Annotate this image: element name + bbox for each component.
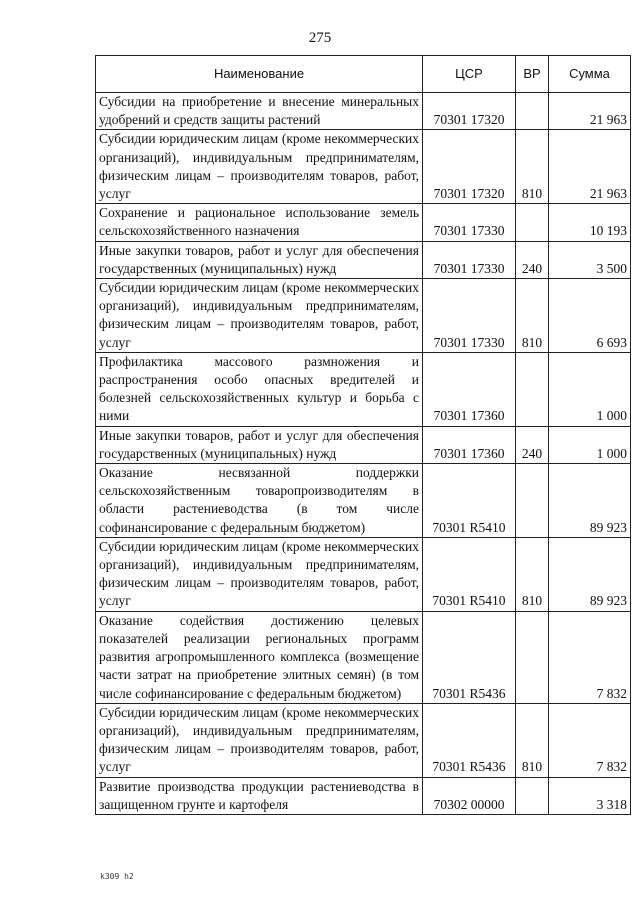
row-sum: 6 693	[549, 279, 631, 353]
row-name: Субсидии на приобретение и внесение минеральных удобрений и средств защиты растений	[96, 93, 423, 130]
row-sum: 3 318	[549, 777, 631, 814]
row-csr: 70301 17330	[423, 241, 516, 278]
table-row	[96, 204, 631, 241]
header-sum: Сумма	[549, 56, 631, 93]
row-name: Субсидии юридическим лицам (кроме некоммерческих организаций), индивидуальным предпринимателям, физическим лицам – производителям товаров, работ, услуг	[96, 537, 423, 611]
row-name: Развитие производства продукции растениеводства в защищенном грунте и картофеля	[96, 777, 423, 814]
row-vr	[516, 204, 549, 241]
row-vr: 810	[516, 130, 549, 204]
row-name: Сохранение и рациональное использование земель сельскохозяйственного назначения	[96, 204, 423, 241]
row-csr: 70301 R5436	[423, 611, 516, 703]
row-name: Оказание содействия достижению целевых показателей реализации региональных программ развития агропромышленного комплекса (возмещение части затрат на приобретение элитных семян) (в том числе софинансирование с федеральным бюджетом)	[96, 611, 423, 703]
row-name: Иные закупки товаров, работ и услуг для обеспечения государственных (муниципальных) нужд	[96, 241, 423, 278]
header-vr: ВР	[516, 56, 549, 93]
table-row	[96, 703, 631, 777]
row-csr: 70301 R5410	[423, 537, 516, 611]
row-name: Профилактика массового размножения и распространения особо опасных вредителей и болезней сельскохозяйственных культур и борьба с ними	[96, 352, 423, 426]
row-vr: 810	[516, 537, 549, 611]
row-sum: 21 963	[549, 130, 631, 204]
row-csr: 70302 00000	[423, 777, 516, 814]
row-name: Субсидии юридическим лицам (кроме некоммерческих организаций), индивидуальным предпринимателям, физическим лицам – производителям товаров, работ, услуг	[96, 279, 423, 353]
row-vr: 240	[516, 426, 549, 463]
table-row	[96, 464, 631, 538]
table-row	[96, 130, 631, 204]
table-row	[96, 241, 631, 278]
table-row	[96, 426, 631, 463]
row-sum: 7 832	[549, 703, 631, 777]
row-csr: 70301 R5410	[423, 464, 516, 538]
table-row	[96, 777, 631, 814]
row-csr: 70301 17320	[423, 93, 516, 130]
row-sum: 21 963	[549, 93, 631, 130]
row-sum: 89 923	[549, 537, 631, 611]
row-csr: 70301 17330	[423, 279, 516, 353]
table-row	[96, 352, 631, 426]
row-sum: 1 000	[549, 426, 631, 463]
row-csr: 70301 R5436	[423, 703, 516, 777]
table-row	[96, 279, 631, 353]
row-sum: 3 500	[549, 241, 631, 278]
row-name: Субсидии юридическим лицам (кроме некоммерческих организаций), индивидуальным предпринимателям, физическим лицам – производителям товаров, работ, услуг	[96, 130, 423, 204]
budget-table	[95, 55, 631, 815]
table-row	[96, 93, 631, 130]
row-sum: 89 923	[549, 464, 631, 538]
row-sum: 10 193	[549, 204, 631, 241]
row-name: Оказание несвязанной поддержки сельскохозяйственным товаропроизводителям в области растениеводства (в том числе софинансирование с федеральным бюджетом)	[96, 464, 423, 538]
row-vr: 240	[516, 241, 549, 278]
row-vr	[516, 777, 549, 814]
table-row	[96, 537, 631, 611]
row-sum: 1 000	[549, 352, 631, 426]
page-number: 275	[308, 30, 332, 46]
row-name: Иные закупки товаров, работ и услуг для обеспечения государственных (муниципальных) нужд	[96, 426, 423, 463]
row-vr: 810	[516, 279, 549, 353]
row-vr	[516, 93, 549, 130]
row-name: Субсидии юридическим лицам (кроме некоммерческих организаций), индивидуальным предпринимателям, физическим лицам – производителям товаров, работ, услуг	[96, 703, 423, 777]
header-name: Наименование	[96, 56, 423, 93]
row-sum: 7 832	[549, 611, 631, 703]
row-vr: 810	[516, 703, 549, 777]
table-header	[96, 56, 631, 93]
row-csr: 70301 17360	[423, 352, 516, 426]
row-csr: 70301 17320	[423, 130, 516, 204]
row-vr	[516, 611, 549, 703]
row-vr	[516, 352, 549, 426]
row-csr: 70301 17360	[423, 426, 516, 463]
table-row	[96, 611, 631, 703]
row-vr	[516, 464, 549, 538]
header-csr: ЦСР	[423, 56, 516, 93]
footer-code: k309 h2	[100, 872, 134, 881]
row-csr: 70301 17330	[423, 204, 516, 241]
